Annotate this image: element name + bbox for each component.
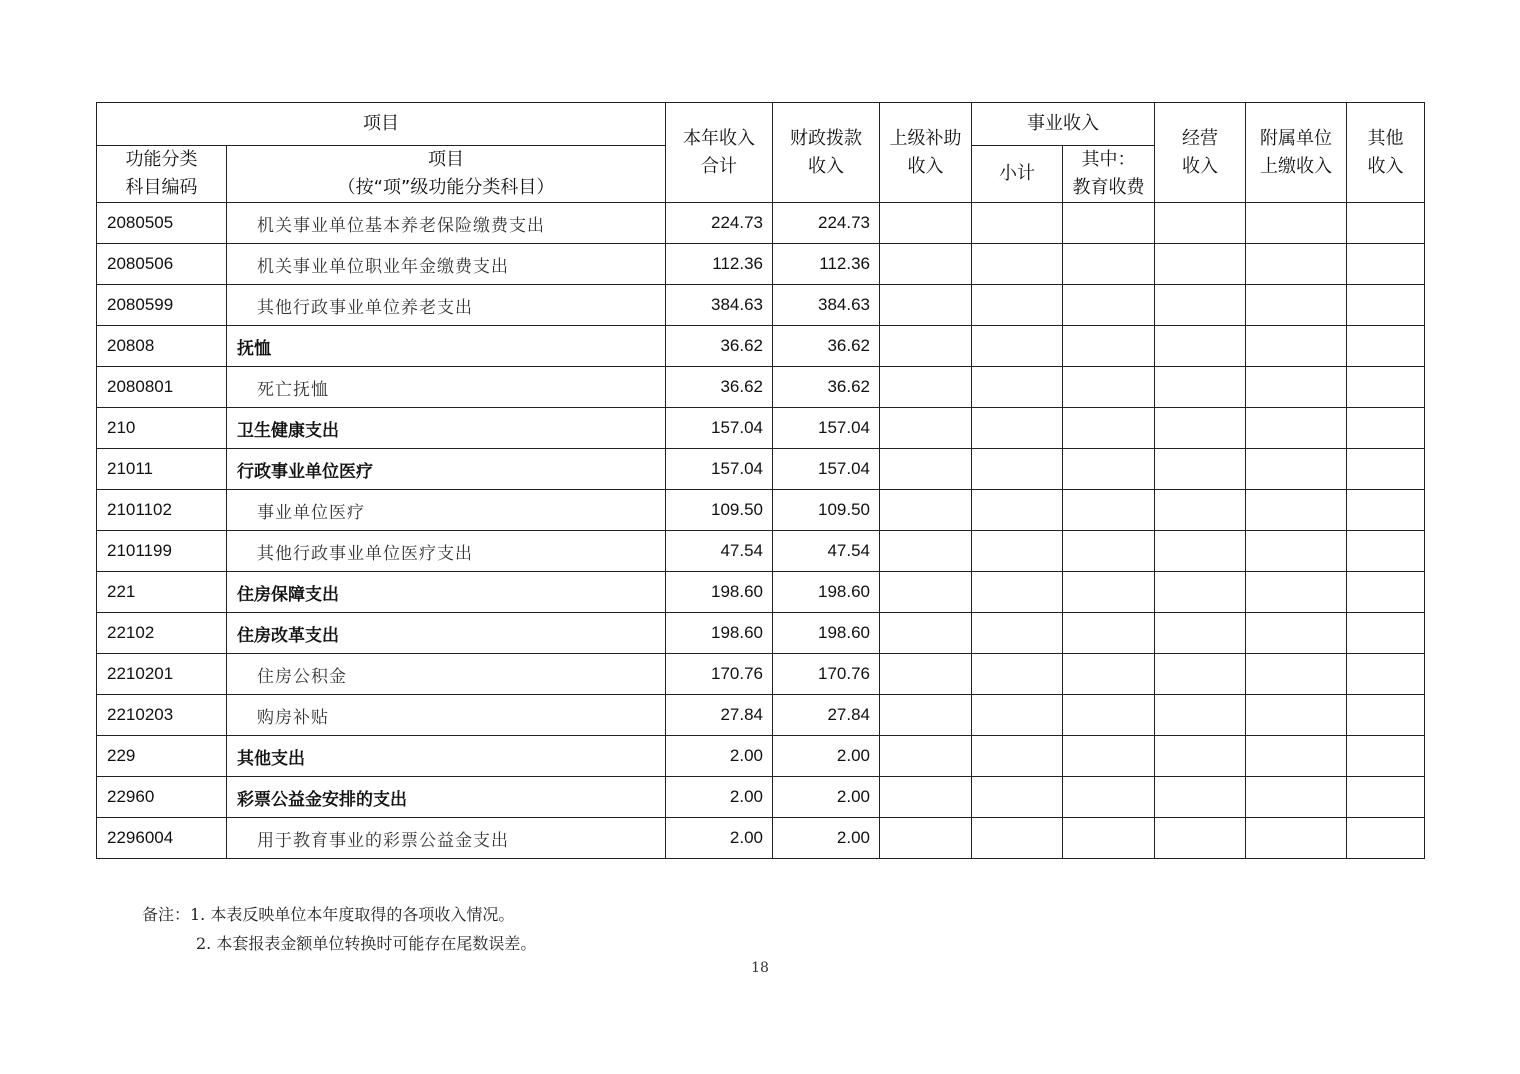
row-total: 198.60 [666, 572, 773, 613]
row-code: 2101102 [97, 490, 227, 531]
row-code: 22960 [97, 777, 227, 818]
row-subtotal-cell [972, 613, 1063, 654]
row-subtotal-cell [972, 449, 1063, 490]
row-superior-cell [880, 203, 972, 244]
row-edu-fee-cell [1063, 613, 1155, 654]
row-name: 其他行政事业单位医疗支出 [227, 531, 666, 572]
row-other-cell [1347, 244, 1425, 285]
row-superior-cell [880, 326, 972, 367]
row-subtotal-cell [972, 777, 1063, 818]
row-name: 行政事业单位医疗 [227, 449, 666, 490]
row-operating-cell [1155, 654, 1246, 695]
row-edu-fee-cell [1063, 736, 1155, 777]
row-other-cell [1347, 408, 1425, 449]
header-total: 本年收入 合计 [666, 103, 773, 203]
row-name: 抚恤 [227, 326, 666, 367]
row-name: 机关事业单位基本养老保险缴费支出 [227, 203, 666, 244]
row-edu-fee-cell [1063, 408, 1155, 449]
table-row [97, 654, 1425, 695]
row-operating-cell [1155, 367, 1246, 408]
row-subtotal-cell [972, 531, 1063, 572]
row-fiscal: 2.00 [773, 818, 880, 859]
header-subtotal: 小计 [972, 146, 1063, 203]
row-superior-cell [880, 490, 972, 531]
row-operating-cell [1155, 572, 1246, 613]
row-total: 224.73 [666, 203, 773, 244]
header-project: 项目 [97, 103, 666, 146]
row-total: 157.04 [666, 449, 773, 490]
row-name: 用于教育事业的彩票公益金支出 [227, 818, 666, 859]
row-total: 47.54 [666, 531, 773, 572]
row-other-cell [1347, 818, 1425, 859]
row-operating-cell [1155, 695, 1246, 736]
row-edu-fee-cell [1063, 818, 1155, 859]
row-affiliate-cell [1246, 613, 1347, 654]
header-affiliate: 附属单位 上缴收入 [1246, 103, 1347, 203]
row-operating-cell [1155, 613, 1246, 654]
row-total: 109.50 [666, 490, 773, 531]
row-superior-cell [880, 244, 972, 285]
row-code: 229 [97, 736, 227, 777]
row-code: 221 [97, 572, 227, 613]
row-operating-cell [1155, 285, 1246, 326]
row-other-cell [1347, 326, 1425, 367]
row-subtotal-cell [972, 326, 1063, 367]
row-total: 27.84 [666, 695, 773, 736]
income-table [96, 102, 1425, 859]
table-row [97, 736, 1425, 777]
table-row [97, 572, 1425, 613]
row-fiscal: 36.62 [773, 367, 880, 408]
row-fiscal: 47.54 [773, 531, 880, 572]
row-other-cell [1347, 777, 1425, 818]
row-superior-cell [880, 285, 972, 326]
row-affiliate-cell [1246, 654, 1347, 695]
row-affiliate-cell [1246, 203, 1347, 244]
row-other-cell [1347, 285, 1425, 326]
table-row [97, 613, 1425, 654]
table-row [97, 408, 1425, 449]
row-superior-cell [880, 736, 972, 777]
header-fiscal: 财政拨款 收入 [773, 103, 880, 203]
row-total: 2.00 [666, 736, 773, 777]
row-total: 170.76 [666, 654, 773, 695]
row-name: 事业单位医疗 [227, 490, 666, 531]
row-edu-fee-cell [1063, 367, 1155, 408]
row-affiliate-cell [1246, 326, 1347, 367]
row-other-cell [1347, 572, 1425, 613]
row-operating-cell [1155, 408, 1246, 449]
row-other-cell [1347, 490, 1425, 531]
header-operating: 经营 收入 [1155, 103, 1246, 203]
table-row [97, 695, 1425, 736]
row-operating-cell [1155, 777, 1246, 818]
row-affiliate-cell [1246, 531, 1347, 572]
row-superior-cell [880, 654, 972, 695]
row-subtotal-cell [972, 367, 1063, 408]
row-affiliate-cell [1246, 572, 1347, 613]
row-total: 2.00 [666, 818, 773, 859]
row-edu-fee-cell [1063, 203, 1155, 244]
row-other-cell [1347, 736, 1425, 777]
row-edu-fee-cell [1063, 777, 1155, 818]
row-fiscal: 109.50 [773, 490, 880, 531]
header-edu-fee: 其中： 教育收费 [1063, 146, 1155, 203]
row-name: 其他行政事业单位养老支出 [227, 285, 666, 326]
row-operating-cell [1155, 244, 1246, 285]
note-line-1: 备注：1. 本表反映单位本年度取得的各项收入情况。 [142, 905, 515, 924]
row-subtotal-cell [972, 695, 1063, 736]
row-total: 36.62 [666, 326, 773, 367]
row-name: 住房改革支出 [227, 613, 666, 654]
row-total: 112.36 [666, 244, 773, 285]
row-superior-cell [880, 367, 972, 408]
row-operating-cell [1155, 818, 1246, 859]
table-row [97, 490, 1425, 531]
row-affiliate-cell [1246, 408, 1347, 449]
row-fiscal: 36.62 [773, 326, 880, 367]
row-total: 198.60 [666, 613, 773, 654]
row-name: 其他支出 [227, 736, 666, 777]
row-affiliate-cell [1246, 285, 1347, 326]
row-fiscal: 198.60 [773, 572, 880, 613]
row-code: 2080599 [97, 285, 227, 326]
row-edu-fee-cell [1063, 531, 1155, 572]
row-edu-fee-cell [1063, 285, 1155, 326]
row-code: 2080506 [97, 244, 227, 285]
row-affiliate-cell [1246, 490, 1347, 531]
header-business: 事业收入 [972, 103, 1155, 146]
row-code: 2080505 [97, 203, 227, 244]
row-affiliate-cell [1246, 818, 1347, 859]
row-affiliate-cell [1246, 777, 1347, 818]
header-func-code: 功能分类 科目编码 [97, 146, 227, 203]
row-fiscal: 157.04 [773, 449, 880, 490]
row-other-cell [1347, 613, 1425, 654]
row-code: 2296004 [97, 818, 227, 859]
row-operating-cell [1155, 449, 1246, 490]
row-fiscal: 198.60 [773, 613, 880, 654]
row-other-cell [1347, 695, 1425, 736]
row-name: 住房公积金 [227, 654, 666, 695]
row-affiliate-cell [1246, 695, 1347, 736]
row-affiliate-cell [1246, 367, 1347, 408]
page-number: 18 [751, 960, 769, 976]
table-row [97, 818, 1425, 859]
row-other-cell [1347, 449, 1425, 490]
table-row [97, 326, 1425, 367]
row-affiliate-cell [1246, 449, 1347, 490]
row-name: 住房保障支出 [227, 572, 666, 613]
row-superior-cell [880, 613, 972, 654]
row-subtotal-cell [972, 490, 1063, 531]
row-operating-cell [1155, 326, 1246, 367]
row-name: 机关事业单位职业年金缴费支出 [227, 244, 666, 285]
row-edu-fee-cell [1063, 490, 1155, 531]
table-row [97, 531, 1425, 572]
row-other-cell [1347, 654, 1425, 695]
table-row [97, 285, 1425, 326]
row-superior-cell [880, 408, 972, 449]
row-subtotal-cell [972, 244, 1063, 285]
row-code: 21011 [97, 449, 227, 490]
row-name: 卫生健康支出 [227, 408, 666, 449]
row-subtotal-cell [972, 572, 1063, 613]
row-fiscal: 27.84 [773, 695, 880, 736]
row-fiscal: 224.73 [773, 203, 880, 244]
table-row [97, 203, 1425, 244]
row-total: 2.00 [666, 777, 773, 818]
row-edu-fee-cell [1063, 695, 1155, 736]
row-name: 彩票公益金安排的支出 [227, 777, 666, 818]
notes [142, 900, 536, 958]
row-subtotal-cell [972, 818, 1063, 859]
row-total: 157.04 [666, 408, 773, 449]
row-edu-fee-cell [1063, 326, 1155, 367]
row-edu-fee-cell [1063, 654, 1155, 695]
row-fiscal: 384.63 [773, 285, 880, 326]
row-fiscal: 2.00 [773, 777, 880, 818]
table-header [97, 103, 1425, 203]
header-item: 项目 （按“项”级功能分类科目） [227, 146, 666, 203]
row-operating-cell [1155, 736, 1246, 777]
row-subtotal-cell [972, 408, 1063, 449]
row-other-cell [1347, 367, 1425, 408]
row-edu-fee-cell [1063, 572, 1155, 613]
row-fiscal: 2.00 [773, 736, 880, 777]
row-code: 22102 [97, 613, 227, 654]
row-superior-cell [880, 818, 972, 859]
row-fiscal: 157.04 [773, 408, 880, 449]
row-superior-cell [880, 695, 972, 736]
header-superior: 上级补助 收入 [880, 103, 972, 203]
row-operating-cell [1155, 490, 1246, 531]
row-other-cell [1347, 203, 1425, 244]
row-subtotal-cell [972, 203, 1063, 244]
row-code: 20808 [97, 326, 227, 367]
table-row [97, 777, 1425, 818]
row-subtotal-cell [972, 736, 1063, 777]
row-total: 384.63 [666, 285, 773, 326]
row-operating-cell [1155, 531, 1246, 572]
table-body [97, 203, 1425, 859]
row-fiscal: 112.36 [773, 244, 880, 285]
note-line-2: 2. 本套报表金额单位转换时可能存在尾数误差。 [196, 934, 537, 953]
row-code: 2210203 [97, 695, 227, 736]
header-other: 其他 收入 [1347, 103, 1425, 203]
row-subtotal-cell [972, 285, 1063, 326]
row-name: 死亡抚恤 [227, 367, 666, 408]
row-superior-cell [880, 572, 972, 613]
row-code: 210 [97, 408, 227, 449]
row-fiscal: 170.76 [773, 654, 880, 695]
row-edu-fee-cell [1063, 449, 1155, 490]
row-code: 2101199 [97, 531, 227, 572]
table-row [97, 367, 1425, 408]
row-affiliate-cell [1246, 244, 1347, 285]
row-code: 2080801 [97, 367, 227, 408]
row-subtotal-cell [972, 654, 1063, 695]
row-other-cell [1347, 531, 1425, 572]
row-operating-cell [1155, 203, 1246, 244]
row-edu-fee-cell [1063, 244, 1155, 285]
table-row [97, 244, 1425, 285]
row-total: 36.62 [666, 367, 773, 408]
table-row [97, 449, 1425, 490]
row-name: 购房补贴 [227, 695, 666, 736]
row-superior-cell [880, 777, 972, 818]
row-superior-cell [880, 449, 972, 490]
row-superior-cell [880, 531, 972, 572]
row-code: 2210201 [97, 654, 227, 695]
row-affiliate-cell [1246, 736, 1347, 777]
